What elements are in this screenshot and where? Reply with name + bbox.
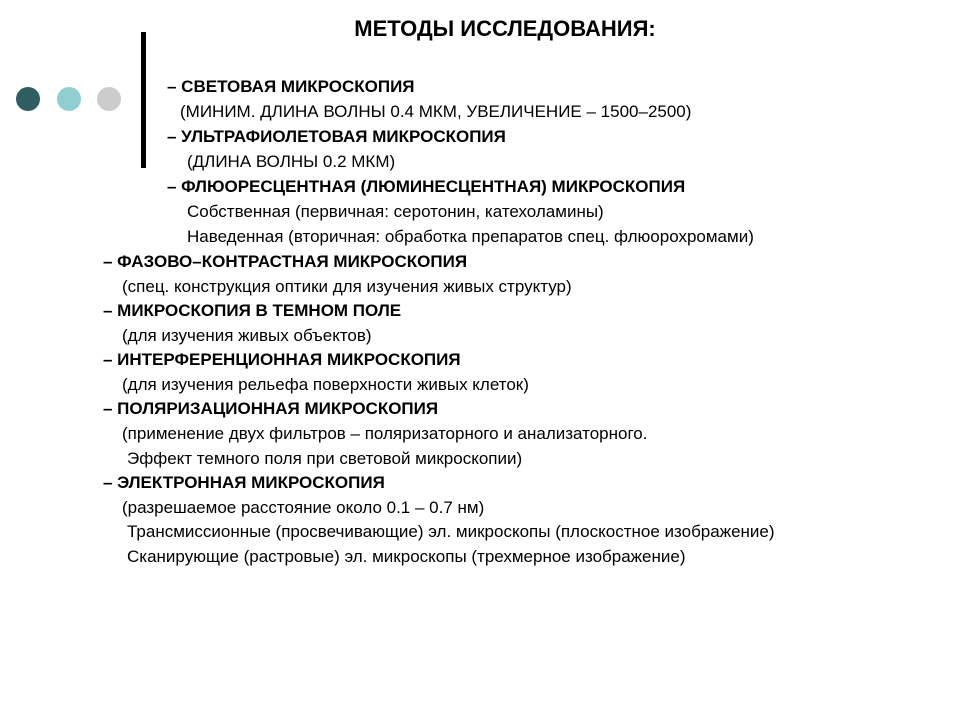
vertical-bar-decoration	[141, 32, 146, 168]
list-item: (для изучения рельефа поверхности живых клеток)	[122, 375, 529, 394]
list-item: – МИКРОСКОПИЯ В ТЕМНОМ ПОЛЕ	[103, 301, 402, 320]
list-item: – ПОЛЯРИЗАЦИОННАЯ МИКРОСКОПИЯ	[103, 399, 439, 418]
list-item: (для изучения живых объектов)	[122, 326, 372, 345]
list-item: Собственная (первичная: серотонин, катехоламины)	[187, 202, 604, 221]
dot-dark-decoration	[16, 87, 40, 111]
list-item: (МИНИМ. ДЛИНА ВОЛНЫ 0.4 МКМ, УВЕЛИЧЕНИЕ – 1500–2500)	[180, 102, 692, 121]
list-item: – УЛЬТРАФИОЛЕТОВАЯ МИКРОСКОПИЯ	[167, 127, 506, 146]
list-item: – ФЛЮОРЕСЦЕНТНАЯ (ЛЮМИНЕСЦЕНТНАЯ) МИКРОСКОПИЯ	[167, 177, 686, 196]
list-item: – СВЕТОВАЯ МИКРОСКОПИЯ	[167, 77, 415, 96]
list-item: (ДЛИНА ВОЛНЫ 0.2 МКМ)	[187, 152, 396, 171]
list-item: (разрешаемое расстояние около 0.1 – 0.7 нм)	[122, 498, 485, 517]
list-item: Трансмиссионные (просвечивающие) эл. микроскопы (плоскостное изображение)	[127, 522, 775, 541]
list-item: – ИНТЕРФЕРЕНЦИОННАЯ МИКРОСКОПИЯ	[103, 350, 461, 369]
list-item: – ФАЗОВО–КОНТРАСТНАЯ МИКРОСКОПИЯ	[103, 252, 468, 271]
list-item: (применение двух фильтров – поляризаторного и анализаторного.	[122, 424, 648, 443]
dot-grey-decoration	[97, 87, 121, 111]
list-item: – ЭЛЕКТРОННАЯ МИКРОСКОПИЯ	[103, 473, 385, 492]
slide-title: МЕТОДЫ ИССЛЕДОВАНИЯ:	[354, 16, 656, 41]
list-item: Эффект темного поля при световой микроскопии)	[127, 449, 523, 468]
list-item: (спец. конструкция оптики для изучения живых структур)	[122, 277, 572, 296]
list-item: Наведенная (вторичная: обработка препаратов спец. флюорохромами)	[187, 227, 754, 246]
list-item: Сканирующие (растровые) эл. микроскопы (трехмерное изображение)	[127, 547, 686, 566]
dot-light-decoration	[57, 87, 81, 111]
